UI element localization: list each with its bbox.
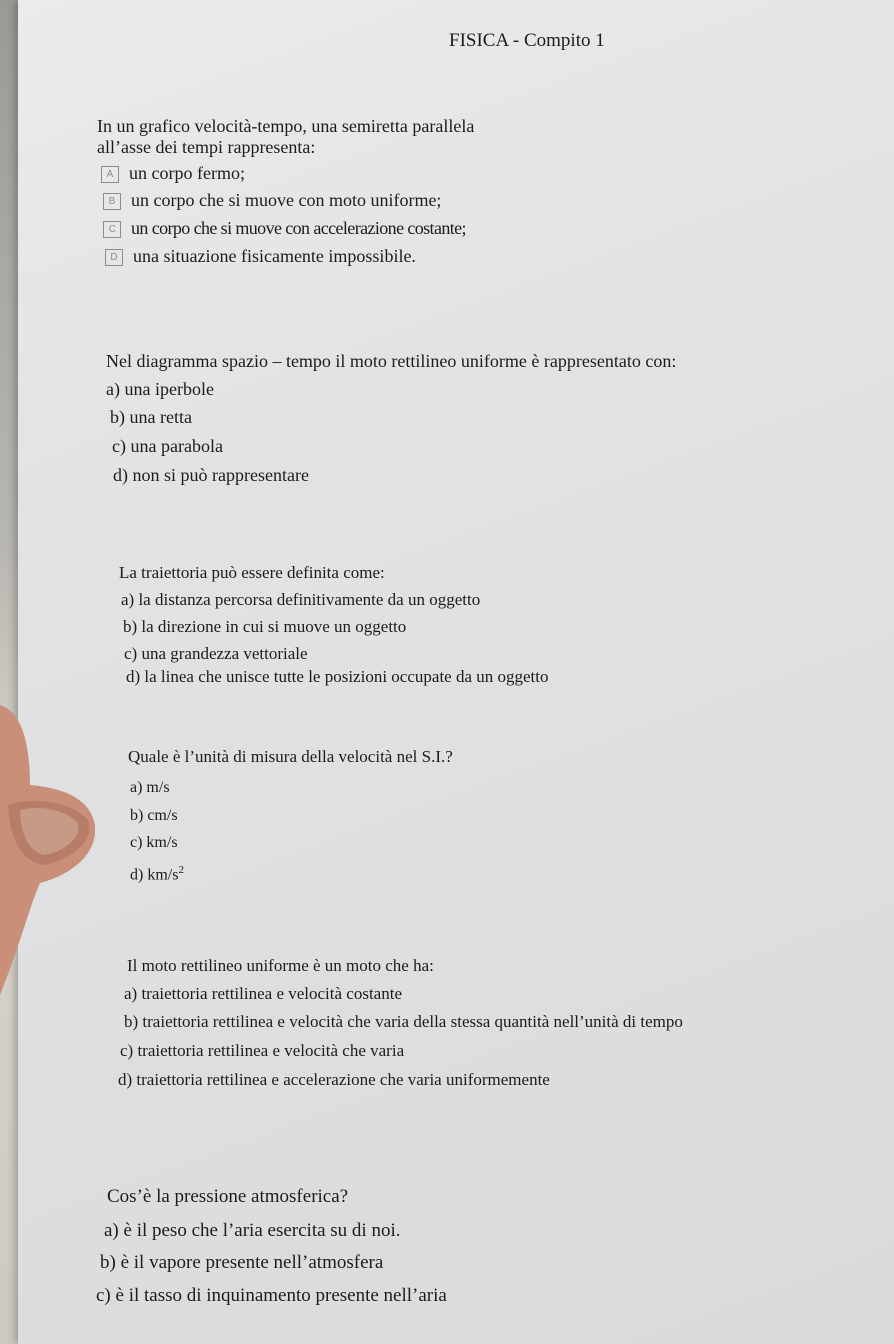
question-5-stem: Il moto rettilineo uniforme è un moto che ha: (127, 956, 434, 975)
question-4-stem: Quale è l’unità di misura della velocità nel S.I.? (128, 747, 453, 766)
document-title: FISICA - Compito 1 (449, 30, 605, 51)
question-1-option-d (105, 245, 416, 267)
question-3-option-d: d) la linea che unisce tutte le posizioni occupate da un oggetto (126, 667, 549, 686)
question-1-option-a (101, 162, 245, 184)
question-3-stem: La traiettoria può essere definita come: (119, 563, 385, 582)
question-6-stem: Cos’è la pressione atmosferica? (107, 1186, 349, 1207)
question-1-option-c (103, 217, 466, 239)
option-text: d) km/s (130, 866, 179, 884)
option-letter-box: C (103, 221, 121, 238)
question-6-option-a: a) è il peso che l’aria esercita su di noi. (104, 1220, 401, 1241)
option-letter-box: B (103, 193, 121, 210)
question-3-option-b: b) la direzione in cui si muove un oggetto (123, 617, 407, 636)
question-6-option-b: b) è il vapore presente nell’atmosfera (100, 1252, 384, 1273)
question-3-option-c: c) una grandezza vettoriale (124, 644, 308, 663)
question-1-stem-line-2: all’asse dei tempi rappresenta: (97, 137, 316, 157)
option-text: un corpo che si muove con accelerazione costante; (131, 218, 466, 238)
question-4-option-d (130, 859, 184, 886)
question-2-option-b: b) una retta (110, 407, 192, 427)
superscript: 2 (178, 864, 184, 876)
question-4-option-b: b) cm/s (130, 807, 178, 824)
question-5-option-a: a) traiettoria rettilinea e velocità costante (124, 984, 402, 1003)
question-5-option-b: b) traiettoria rettilinea e velocità che varia della stessa quantità nell’unità di tempo (124, 1012, 683, 1031)
question-3-option-a: a) la distanza percorsa definitivamente da un oggetto (121, 590, 481, 609)
question-1-stem-line-1: In un grafico velocità-tempo, una semiretta parallela (97, 116, 475, 136)
option-text: una situazione fisicamente impossibile. (133, 246, 416, 266)
question-6-option-c: c) è il tasso di inquinamento presente nell’aria (96, 1285, 447, 1306)
question-1-option-b (103, 189, 441, 211)
question-2-stem: Nel diagramma spazio – tempo il moto rettilineo uniforme è rappresentato con: (106, 351, 677, 371)
option-text: un corpo che si muove con moto uniforme; (131, 190, 442, 210)
option-text: un corpo fermo; (129, 163, 245, 183)
question-2-option-a: a) una iperbole (106, 379, 214, 399)
question-5-option-d: d) traiettoria rettilinea e accelerazione che varia uniformemente (118, 1070, 550, 1089)
question-4-option-c: c) km/s (130, 834, 178, 851)
question-4-option-a: a) m/s (130, 779, 170, 796)
option-letter-box: D (105, 249, 123, 266)
question-2-option-d: d) non si può rappresentare (113, 465, 309, 485)
question-2-option-c: c) una parabola (112, 436, 223, 456)
option-letter-box: A (101, 166, 119, 183)
question-5-option-c: c) traiettoria rettilinea e velocità che varia (120, 1041, 405, 1060)
